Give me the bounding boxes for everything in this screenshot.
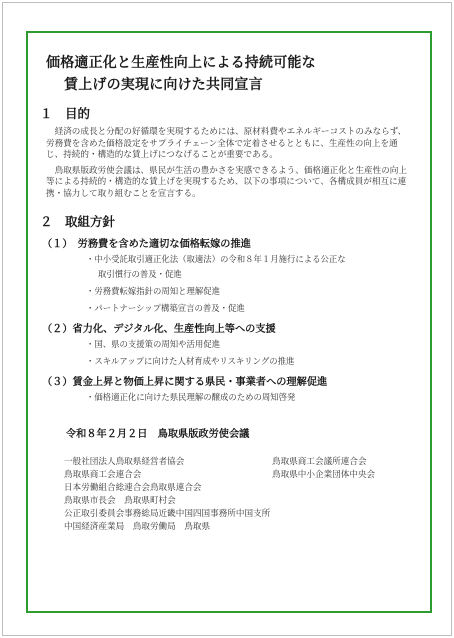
list-item: ・労務費転嫁指針の周知と理解促進 [86,286,220,296]
org-name: 鳥取県市長会 鳥取県町村会 [64,496,176,506]
document-content [40,48,412,534]
org-row [64,508,412,521]
org-row [64,521,412,534]
org-name: 中国経済産業局 鳥取労働局 鳥取県 [64,522,211,532]
list-item: ・国、県の支援策の周知や活用促進 [86,339,220,349]
subsection-3-heading: （３）賃金上昇と物価上昇に関する県民・事業者への理解促進 [42,377,328,388]
signatory-organizations [64,456,412,534]
org-row [64,469,412,482]
org-name: 日本労働組合総連合会鳥取県連合会 [64,483,202,493]
org-row [64,456,412,469]
declaration-date: 令和８年２月２日 鳥取県版政労使会議 [66,429,250,440]
section-1-paragraph-1: 経済の成長と分配の好循環を実現するためには、原材料費やエネルギーコストのみならず、労務費を含めた価格設定をサプライチェーン全体で定着させるとともに、生産性の向上を通じ、持続的・構造的な賃上げにつなげることが重要である。 [46,127,407,160]
title-line-2: 賃上げの実現に向けた共同宣言 [64,77,263,93]
list-item: ・価格適正化に向けた県民理解の醸成のための周知啓発 [86,392,296,402]
title-line-1: 価格適正化と生産性向上による持続可能な [46,55,316,71]
section-1-paragraph-2: 鳥取県版政労使会議は、県民が生活の豊かさを実感できるよう、価格適正化と生産性の向上等による持続的・構造的な賃上げを実現するため、以下の事項について、各構成員が相互に連携・協力して取り組むことを宣言する。 [46,165,407,199]
section-2-heading: ２ 取組方針 [40,214,116,229]
org-name: 一般社団法人鳥取県経営者協会 [64,457,185,467]
list-item: ・パートナーシップ構築宣言の普及・促進 [86,303,245,313]
org-row [64,482,412,495]
org-row [64,495,412,508]
org-name: 鳥取県中小企業団体中央会 [272,470,376,480]
subsection-1-heading: （１） 労務費を含めた適切な価格転嫁の推進 [42,239,251,250]
list-item-continuation: 取引慣行の普及・促進 [98,269,182,279]
section-1-heading: １ 目的 [40,106,91,121]
list-item [86,254,412,280]
list-item-text: ・中小受託取引適正化法（取適法）の令和８年１月施行による公正な [86,254,346,264]
list-item: ・スキルアップに向けた人材育成やリスキリングの推進 [86,356,295,366]
org-name: 公正取引委員会事務総局近畿中国四国事務所中国支所 [64,509,271,519]
page-title [40,52,412,96]
subsection-2-heading: （２）省力化、デジタル化、生産性向上等への支援 [42,324,276,335]
org-name: 鳥取県商工会議所連合会 [272,457,367,467]
org-name: 鳥取県商工会連合会 [64,470,142,480]
